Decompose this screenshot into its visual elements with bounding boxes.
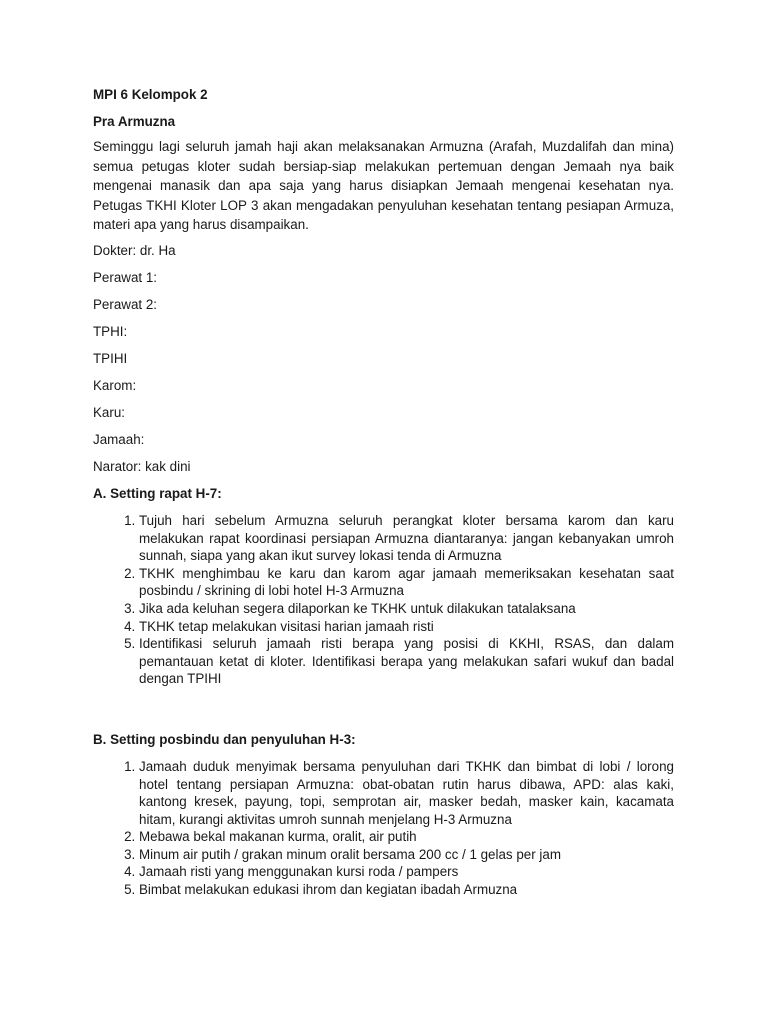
intro-paragraph: Seminggu lagi seluruh jamah haji akan melaksanakan Armuzna (Arafah, Muzdalifah dan mina) semua petugas kloter sudah bersiap-siap melakukan pertemuan dengan Jemaah nya baik mengenai manasik dan apa saja yang harus disiapkan Jemaah mengenai kesehatan nya. Petugas TKHI Kloter LOP 3 akan mengadakan penyuluhan kesehatan tentang pesiapan Armuza, materi apa yang harus disampaikan.	[93, 139, 674, 233]
document-subtitle: Pra Armuzna	[93, 114, 176, 129]
document-title: MPI 6 Kelompok 2	[93, 87, 208, 102]
list-item: 3. Minum air putih / grakan minum oralit bersama 200 cc / 1 gelas per jam	[139, 846, 674, 864]
role-line-tpihi: TPIHI	[93, 350, 128, 366]
role-line-karu: Karu:	[93, 404, 126, 420]
list-item: 2. TKHK menghimbau ke karu dan karom agar jamaah memeriksakan kesehatan saat posbindu / skrining di lobi hotel H-3 Armuzna	[139, 565, 674, 600]
section-b-title: B. Setting posbindu dan penyuluhan H-3:	[93, 731, 356, 747]
list-item: 4. Jamaah risti yang menggunakan kursi roda / pampers	[139, 863, 674, 881]
list-item: 2. Mebawa bekal makanan kurma, oralit, air putih	[139, 828, 674, 846]
list-item: 5. Bimbat melakukan edukasi ihrom dan kegiatan ibadah Armuzna	[139, 881, 674, 899]
role-line-jamaah: Jamaah:	[93, 431, 145, 447]
list-item: 4. TKHK tetap melakukan visitasi harian jamaah risti	[139, 618, 674, 636]
list-item: 3. Jika ada keluhan segera dilaporkan ke TKHK untuk dilakukan tatalaksana	[139, 600, 674, 618]
list-item: 1. Tujuh hari sebelum Armuzna seluruh perangkat kloter bersama karom dan karu melakukan rapat koordinasi persiapan Armuzna diantaranya: jangan kebanyakan umroh sunnah, siapa yang akan ikut survey lokasi tenda di Armuzna	[139, 512, 674, 565]
list-item: 1. Jamaah duduk menyimak bersama penyuluhan dari TKHK dan bimbat di lobi / lorong hotel tentang persiapan Armuzna: obat-obatan rutin harus dibawa, APD: alas kaki, kantong kresek, payung, topi, semprotan air, masker bedah, masker kain, kacamata hitam, kurangi aktivitas umroh sunnah menjelang H-3 Armuzna	[139, 758, 674, 828]
role-line-tphi: TPHI:	[93, 323, 128, 339]
role-line-karom: Karom:	[93, 377, 137, 393]
section-a-list	[93, 512, 674, 688]
list-item: 5. Identifikasi seluruh jamaah risti berapa yang posisi di KKHI, RSAS, dan dalam pemantauan ketat di kloter. Identifikasi berapa yang melakukan safari wukuf dan badal dengan TPIHI	[139, 635, 674, 688]
roles-list	[93, 242, 674, 476]
section-b-list	[93, 758, 674, 899]
role-line-nurse-2: Perawat 2:	[93, 296, 158, 312]
role-line-doctor: Dokter: dr. Ha	[93, 242, 176, 258]
section-a-title: A. Setting rapat H-7:	[93, 485, 222, 501]
role-line-narrator: Narator: kak dini	[93, 458, 191, 474]
role-line-nurse-1: Perawat 1:	[93, 269, 158, 285]
